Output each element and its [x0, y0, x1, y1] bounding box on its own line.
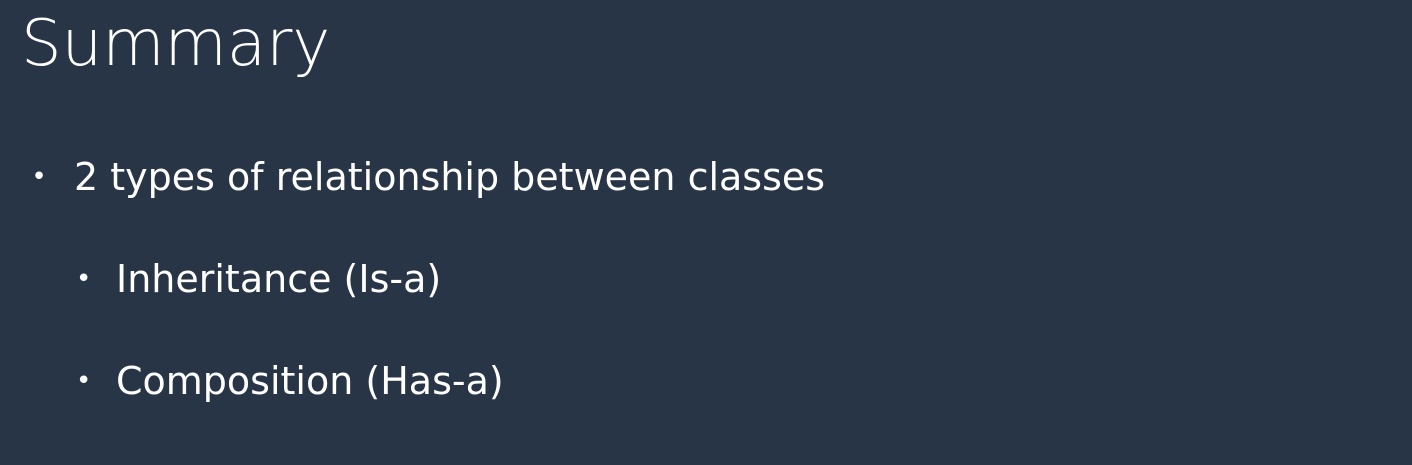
sub-bullet-text: Composition (Has-a) — [116, 359, 504, 403]
bullet-marker: • — [76, 264, 92, 294]
sub-bullet-item-inheritance — [76, 254, 441, 304]
bullet-marker: • — [76, 366, 92, 396]
bullet-text: 2 types of relationship between classes — [74, 155, 826, 199]
sub-bullet-text: Inheritance (Is-a) — [116, 257, 442, 301]
bullet-item — [30, 152, 825, 202]
slide-title: Summary — [21, 7, 331, 81]
sub-bullet-item-composition — [76, 356, 504, 406]
bullet-marker: • — [31, 162, 47, 192]
